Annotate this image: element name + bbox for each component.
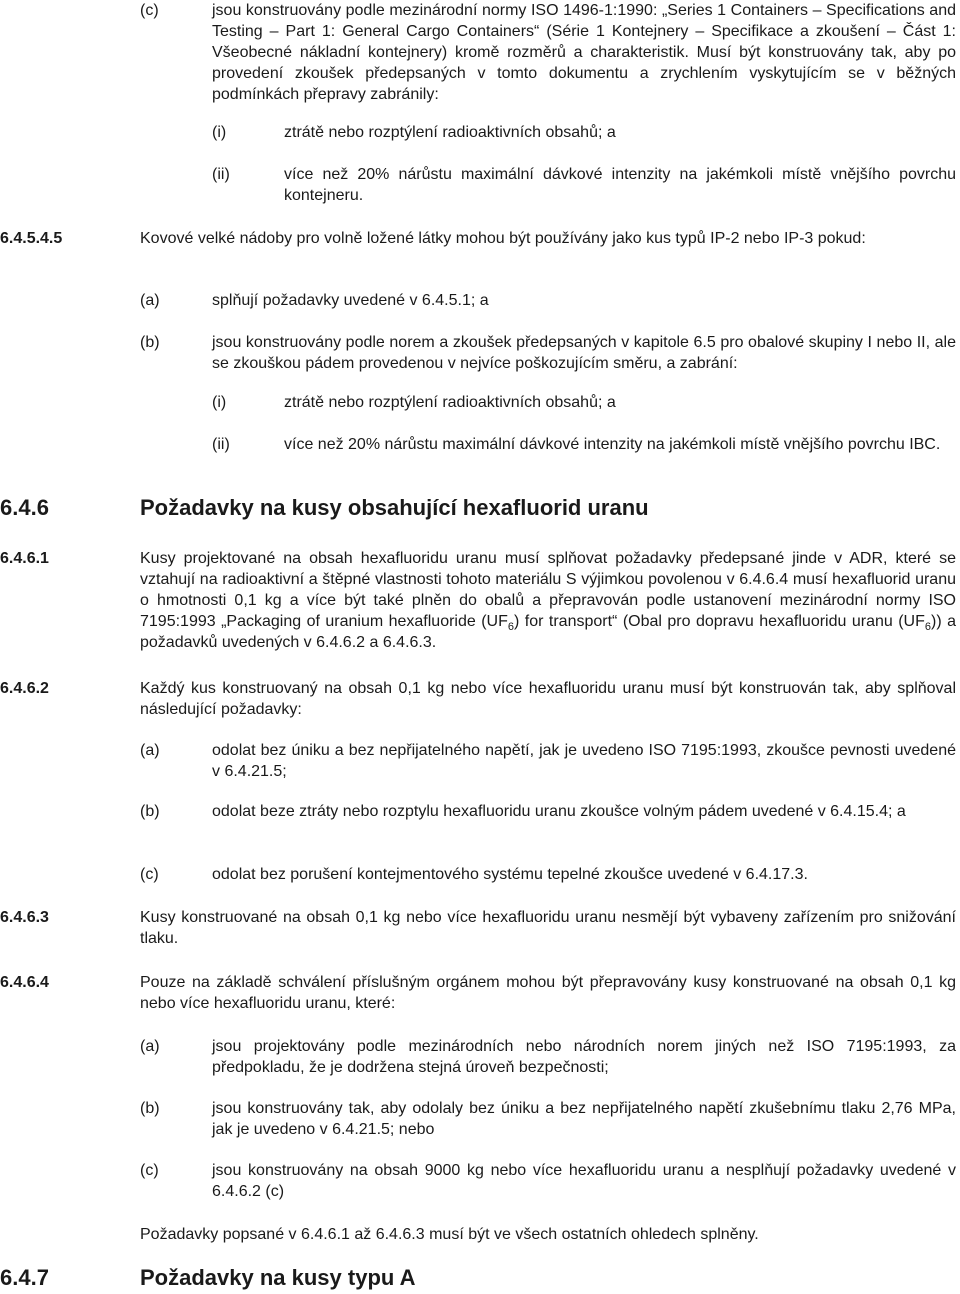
item-label-b: (b) [140, 803, 160, 820]
section-number-6-4-6-1: 6.4.6.1 [0, 550, 49, 567]
subitem-text-ii: více než 20% nárůstu maximální dávkové intenzity na jakémkoli místě vnějšího povrchu IBC. [284, 436, 941, 453]
subitem-text-i: ztrátě nebo rozptýlení radioaktivních obsahů; a [284, 394, 616, 411]
item-label-b: (b) [140, 334, 160, 351]
heading-title-6-4-7: Požadavky na kusy typu A [140, 1265, 416, 1290]
item-text-c: jsou konstruovány na obsah 9000 kg nebo více hexafluoridu uranu a nesplňují požadavky uvedené v 6.4.6.2 (c) [212, 1162, 956, 1200]
item-text-b: odolat beze ztráty nebo rozptylu hexafluoridu uranu zkoušce volným pádem uvedené v 6.4.15.4; a [212, 803, 906, 820]
item-text-a: splňují požadavky uvedené v 6.4.5.1; a [212, 292, 489, 309]
subitem-label-i: (i) [212, 124, 227, 141]
item-text-b: jsou konstruovány tak, aby odolaly bez úniku a bez nepřijatelného napětí zkušebnímu tlaku 2,76 MPa, jak je uvedeno v 6.4.21.5; nebo [212, 1100, 956, 1138]
item-label-c: (c) [140, 2, 159, 19]
section-text-6-4-6-1: Kusy projektované na obsah hexafluoridu uranu musí splňovat požadavky předepsané jinde v ADR, které se vztahují na radioaktivní a štěpné vlastnosti tohoto materiálu S výjimkou povolenou v 6.4.6.4 musí hexafluorid uranu o hmotnosti 0,1 kg a více být také plněn do obalů a přepravován podle ustanovení mezinárodní normy ISO 7195:1993 „Packaging of uranium hexafluoride $(UF_6)$ for transport“ (Obal pro dopravu hexafluoridu uranu $(UF_6)$) a požadavků uvedených v 6.4.6.2 a 6.4.6.3. [140, 550, 956, 651]
heading-number-6-4-6: 6.4.6 [0, 495, 49, 520]
item-text-c: jsou konstruovány podle mezinárodní normy ISO 1496-1:1990: „Series 1 Containers – Specifications and Testing – Part 1: General Cargo Containers“ (Série 1 Kontejnery – Specifikace a zkoušení – Část 1: Všeobecné nákladní kontejnery) kromě rozměrů a charakteristik. Musí být konstruovány tak, aby po provedení zkoušek předepsaných v tomto dokumentu a zrychlením vyskytujícím se v běžných podmínkách přepravy zabránily: [212, 2, 956, 103]
section-number-6-4-5-4-5: 6.4.5.4.5 [0, 230, 63, 247]
subitem-text-ii: více než 20% nárůstu maximální dávkové intenzity na jakémkoli místě vnějšího povrchu kontejneru. [284, 166, 956, 204]
section-text-6-4-6-2: Každý kus konstruovaný na obsah 0,1 kg nebo více hexafluoridu uranu musí být konstruován tak, aby splňoval následující požadavky: [140, 680, 956, 718]
item-text-a: jsou projektovány podle mezinárodních nebo národních norem jiných než ISO 7195:1993, za předpokladu, že je dodržena stejná úroveň bezpečnosti; [212, 1038, 956, 1076]
heading-title-6-4-6: Požadavky na kusy obsahující hexafluorid uranu [140, 495, 649, 520]
item-label-c: (c) [140, 866, 159, 883]
item-text-c: odolat bez porušení kontejmentového systému tepelné zkoušce uvedené v 6.4.17.3. [212, 866, 808, 883]
subitem-text-i: ztrátě nebo rozptýlení radioaktivních obsahů; a [284, 124, 616, 141]
subitem-label-i: (i) [212, 394, 227, 411]
item-label-a: (a) [140, 742, 160, 759]
section-number-6-4-6-3: 6.4.6.3 [0, 909, 49, 926]
item-label-a: (a) [140, 1038, 160, 1055]
section-text-6-4-5-4-5: Kovové velké nádoby pro volně ložené látky mohou být používány jako kus typů IP-2 nebo IP-3 pokud: [140, 230, 866, 247]
item-text-a: odolat bez úniku a bez nepřijatelného napětí, jak je uvedeno ISO 7195:1993, zkoušce pevnosti uvedené v 6.4.21.5; [212, 742, 956, 780]
section-text-6-4-6-3: Kusy konstruované na obsah 0,1 kg nebo více hexafluoridu uranu nesmějí být vybaveny zařízením pro snižování tlaku. [140, 909, 956, 947]
item-label-c: (c) [140, 1162, 159, 1179]
heading-number-6-4-7: 6.4.7 [0, 1265, 49, 1290]
section-number-6-4-6-2: 6.4.6.2 [0, 680, 49, 697]
item-label-b: (b) [140, 1100, 160, 1117]
section-note-6-4-6-4: Požadavky popsané v 6.4.6.1 až 6.4.6.3 musí být ve všech ostatních ohledech splněny. [140, 1226, 759, 1243]
subitem-label-ii: (ii) [212, 436, 230, 453]
section-text-6-4-6-4: Pouze na základě schválení příslušným orgánem mohou být přepravovány kusy konstruované na obsah 0,1 kg nebo více hexafluoridu uranu, které: [140, 974, 956, 1012]
subitem-label-ii: (ii) [212, 166, 230, 183]
item-label-a: (a) [140, 292, 160, 309]
section-number-6-4-6-4: 6.4.6.4 [0, 974, 49, 991]
item-text-b: jsou konstruovány podle norem a zkoušek předepsaných v kapitole 6.5 pro obalové skupiny I nebo II, ale se zkouškou pádem provedenou v nejvíce poškozujícím směru, a zabrání: [212, 334, 956, 372]
